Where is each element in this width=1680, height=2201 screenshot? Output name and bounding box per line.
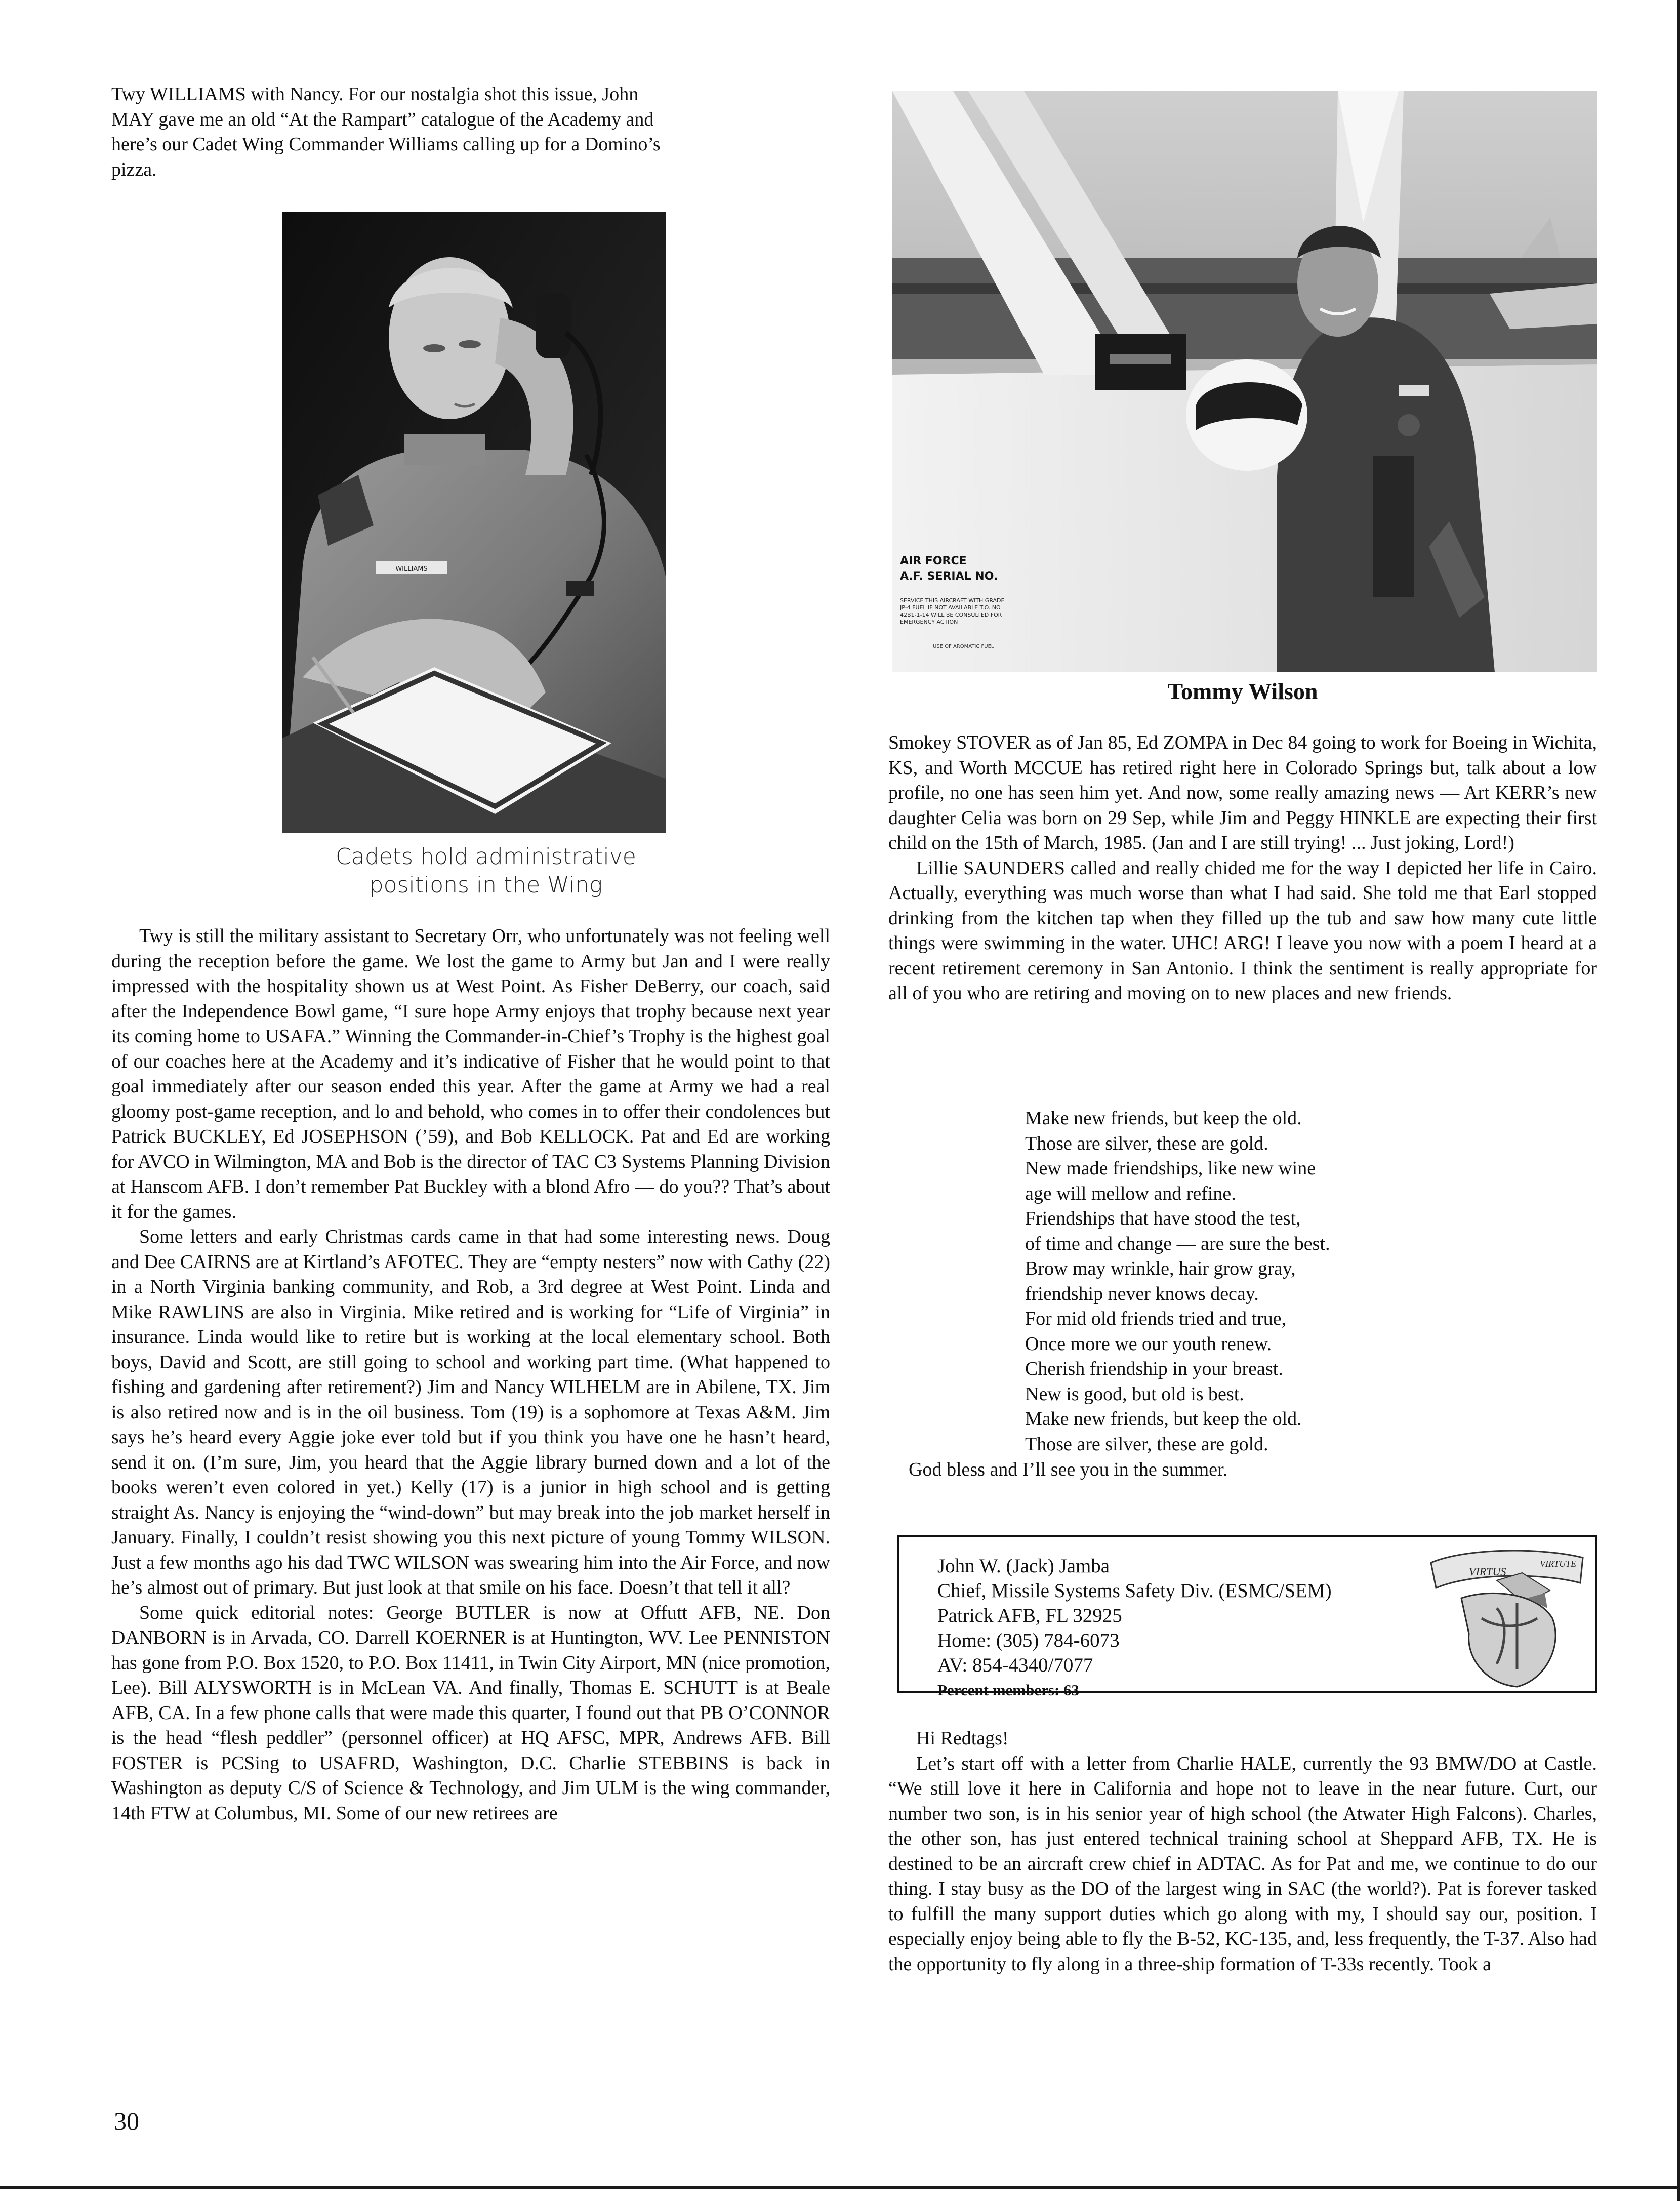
- wilson-photo-art: [892, 91, 1597, 672]
- poem-line: Make new friends, but keep the old.: [1025, 1408, 1302, 1430]
- wilson-photo: [892, 91, 1597, 672]
- intro-line: MAY gave me an old “At the Rampart” catalogue of the Academy and: [111, 108, 654, 130]
- poem-line: New is good, but old is best.: [1025, 1383, 1244, 1405]
- wilson-photo-caption: Tommy Wilson: [1167, 678, 1318, 704]
- poem-line: friendship never knows decay.: [1025, 1283, 1259, 1305]
- poem-line: Those are silver, these are gold.: [1025, 1433, 1268, 1455]
- intro-paragraph: [111, 82, 830, 182]
- poem-line: Those are silver, these are gold.: [1025, 1132, 1268, 1154]
- poem-line: Once more we our youth renew.: [1025, 1333, 1272, 1355]
- stencil-text: JP-4 FUEL IF NOT AVAILABLE T.O. NO: [900, 604, 1001, 611]
- contact-title: Chief, Missile Systems Safety Div. (ESMC/SEM): [937, 1580, 1332, 1602]
- cadet-photo-art: [282, 212, 666, 833]
- paragraph: Smokey STOVER as of Jan 85, Ed ZOMPA in Dec 84 going to work for Boeing in Wichita, KS, and Worth MCCUE has retired right here in Colorado Springs but, talk about a low profile, no one has seen him yet. And now, some really amazing news — Art KERR’s new daughter Celia was born on 29 Sep, while Jim and Peggy HINKLE are expecting their first child on the 15th of March, 1985. (Jan and I are still trying! ... Just joking, Lord!): [888, 732, 1597, 853]
- paragraph: Twy is still the military assistant to Secretary Orr, who unfortunately was not feeling well during the reception before the game. We lost the game to Army but Jan and I were really impressed with the hospitality shown us at West Point. As Fisher DeBerry, our coach, said after the Independence Bowl game, “I sure hope Army enjoys that trophy because next year its coming home to USAFA.” Winning the Commander-in-Chief’s Trophy is the highest goal of our coaches here at the Academy and it’s indicative of Fisher that he would point to that goal immediately after our season ended this year. After the game at Army we had a real gloomy post-game reception, and lo and behold, who comes in to offer their condolences but Patrick BUCKLEY, Ed JOSEPHSON (’59), and Bob KELLOCK. Pat and Ed are working for AVCO in Wilmington, MA and Bob is the director of TAC C3 Systems Planning Division at Hanscom AFB. I don’t remember Pat Buckley with a blond Afro — do you?? That’s about it for the games.: [111, 925, 830, 1222]
- poem-line: Make new friends, but keep the old.: [1025, 1108, 1302, 1129]
- paragraph: Some letters and early Christmas cards came in that had some interesting news. Doug and Dee CAIRNS are at Kirtland’s AFOTEC. They are “empty nesters” now with Cathy (22) in a North Virginia banking community, and Rob, a 3rd degree at West Point. Linda and Mike RAWLINS are also in Virginia. Mike retired and is working for “Life of Virginia” in insurance. Linda would like to retire but is working at the local elementary school. Both boys, David and Scott, are still going to school and working part time. (What happened to fishing and gardening after retirement?) Jim and Nancy WILHELM are in Abilene, TX. Jim is also retired now and is in the oil business. Tom (19) is a sophomore at Texas A&M. Jim says he’s heard every Aggie joke ever told but if you think you have one he hasn’t heard, send it on. (I’m sure, Jim, you heard that the Aggie library burned down and a lot of the books weren’t even colored in yet.) Kelly (17) is a junior in high school and is getting straight As. Nancy is enjoying the “wind-down” but may break into the job market herself in January. Finally, I couldn’t resist showing you this next picture of young Tommy WILSON. Just a few months ago his dad TWC WILSON was swearing him into the Air Force, and now he’s almost out of primary. But just look at that smile on his face. Doesn’t that tell it all?: [111, 1226, 830, 1598]
- contact-box: [897, 1535, 1597, 1699]
- crest-motto: VIRTUS: [1469, 1565, 1506, 1578]
- paragraph: Hi Redtags!: [916, 1728, 1009, 1749]
- intro-line: pizza.: [111, 158, 157, 180]
- stencil-text: A.F. SERIAL NO.: [900, 570, 998, 583]
- class-crest-icon: [1421, 1542, 1588, 1689]
- caption-line: Cadets hold administrative: [336, 844, 636, 870]
- stencil-text: SERVICE THIS AIRCRAFT WITH GRADE: [900, 597, 1005, 604]
- poem-line: New made friendships, like new wine: [1025, 1158, 1316, 1179]
- caption-line: positions in the Wing: [369, 872, 603, 898]
- paragraph: Some quick editorial notes: George BUTLER is now at Offutt AFB, NE. Don DANBORN is in Arvada, CO. Darrell KOERNER is at Huntington, WV. Lee PENNISTON has gone from P.O. Box 1520, to P.O. Box 11411, in Twin City Airport, MN (nice promotion, Lee). Bill ALYSWORTH is in McLean VA. And finally, Thomas E. SCHUTT is at Beale AFB, CA. In a few phone calls that were made this quarter, I found out that PB O’CONNOR is the head “flesh peddler” (personnel officer) at HQ AFSC, MPR, Andrews AFB. Bill FOSTER is PCSing to USAFRD, Washington, D.C. Charlie STEBBINS is back in Washington as deputy C/S of Science & Technology, and Jim ULM is the wing commander, 14th FTW at Columbus, MI. Some of our new retirees are: [111, 1602, 830, 1824]
- poem-line: of time and change — are sure the best.: [1025, 1233, 1330, 1254]
- poem-line: For mid old friends tried and true,: [1025, 1308, 1287, 1329]
- page-border-right: [1677, 0, 1680, 2201]
- page-number: 30: [114, 2107, 139, 2135]
- cadet-photo-caption: [283, 843, 688, 900]
- poem: [1025, 1106, 1330, 1457]
- poem-line: Cherish friendship in your breast.: [1025, 1358, 1283, 1379]
- right-column-text-lower: [888, 1726, 1597, 1977]
- stencil-text: 42B1-1-14 WILL BE CONSULTED FOR: [900, 612, 1002, 618]
- paragraph: Lillie SAUNDERS called and really chided me for the way I depicted her life in Cairo. Actually, everything was much worse than what I had said. She told me that Earl stopped drinking from the kitchen tap when they filled up the tub and saw how many cute little things were swimming in the water. UHC! ARG! I leave you now with a poem I heard at a recent retirement ceremony in San Antonio. I think the sentiment is really appropriate for all of you who are retiring and moving on to new places and new friends.: [888, 857, 1597, 1004]
- right-column-text: [888, 730, 1597, 1006]
- closing-line: God bless and I’ll see you in the summer.: [909, 1459, 1228, 1480]
- poem-line: age will mellow and refine.: [1025, 1183, 1236, 1204]
- contact-home-phone: Home: (305) 784-6073: [937, 1629, 1120, 1651]
- page-border-bottom: [0, 2186, 1680, 2189]
- left-column-text: [111, 924, 830, 1826]
- paragraph: Let’s start off with a letter from Charlie HALE, currently the 93 BMW/DO at Castle. “We still love it here in California and hope not to leave in the near future. Curt, our number two son, is in his senior year of high school (the Atwater High Falcons). Charles, the other son, has just entered technical training school at Sheppard AFB, TX. He is destined to be an aircraft crew chief in ADTAC. As for Pat and me, we continue to do our thing. I stay busy as the DO of the largest wing in SAC (the world?). Pat is forever tasked to fulfill the many support duties which go along with my, I should say our, position. I especially enjoy being able to fly the B-52, KC-135, and, less frequently, the T-37. Also had the opportunity to fly along in a three-ship formation of T-33s recently. Took a: [888, 1752, 1597, 1975]
- poem-line: Brow may wrinkle, hair grow gray,: [1025, 1258, 1296, 1279]
- poem-line: Friendships that have stood the test,: [1025, 1208, 1301, 1229]
- crest-motto: VIRTUTE: [1540, 1559, 1576, 1569]
- contact-details: [937, 1554, 1332, 1702]
- contact-name: John W. (Jack) Jamba: [937, 1555, 1110, 1577]
- contact-address: Patrick AFB, FL 32925: [937, 1605, 1122, 1626]
- intro-line: here’s our Cadet Wing Commander Williams calling up for a Domino’s: [111, 134, 661, 155]
- intro-line: Twy WILLIAMS with Nancy. For our nostalgia shot this issue, John: [111, 84, 639, 105]
- stencil-text: EMERGENCY ACTION: [900, 619, 958, 625]
- percent-members: Percent members: 63: [937, 1681, 1080, 1699]
- nametag-text: WILLIAMS: [395, 565, 428, 573]
- stencil-text: AIR FORCE: [900, 555, 967, 567]
- stencil-text: USE OF AROMATIC FUEL: [933, 644, 994, 649]
- contact-av-phone: AV: 854-4340/7077: [937, 1654, 1093, 1676]
- cadet-photo: [282, 212, 666, 833]
